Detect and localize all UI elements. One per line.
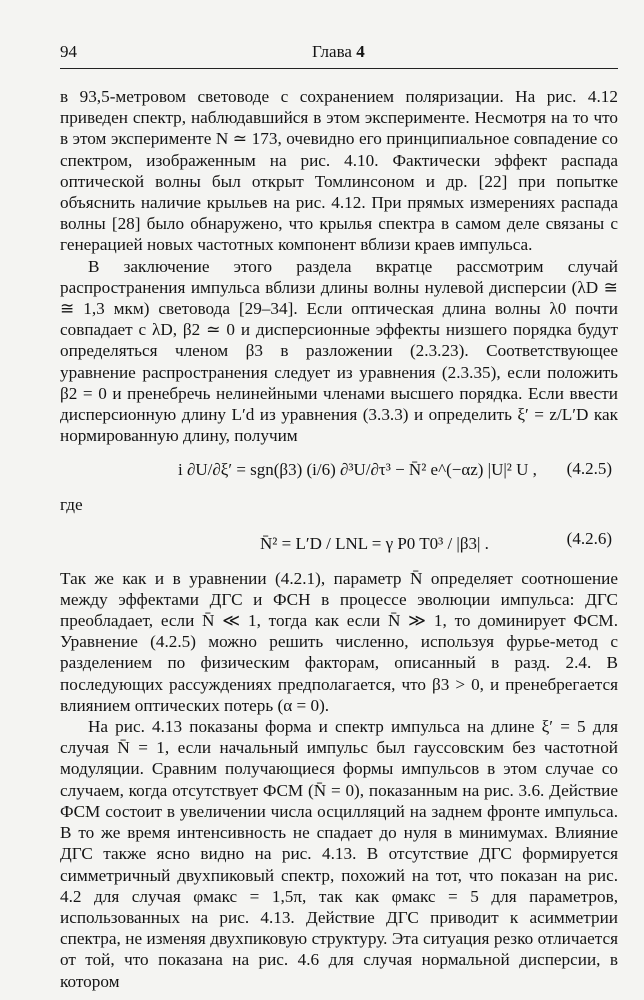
page-number: 94 (60, 42, 77, 61)
equation-4-2-5 (60, 450, 618, 492)
equation-body: i ∂U/∂ξ′ = sgn(β3) (i/6) ∂³U/∂τ³ − N̄² e^(−αz) |U|² U , (178, 460, 537, 480)
equation-label: (4.2.6) (566, 528, 612, 548)
paragraph-1: в 93,5-метровом световоде с сохранением поляризации. На рис. 4.12 приведен спектр, наблюдавшийся в этом эксперименте. Несмотря на то что в этом эксперименте N ≃ 173, очевидно его принципиальное совпадение со спектром, изображенным на рис. 4.10. Фактически эффект распада оптической волны был открыт Томлинсоном и др. [22] при попытке объяснить наличие крыльев на рис. 4.12. При прямых измерениях распада волны [28] было обнаружено, что крылья спектра в самом деле связаны с генерацией новых частотных компонент вблизи краев импульса. (60, 87, 618, 255)
paragraph-2: В заключение этого раздела вкратце рассмотрим случай распространения импульса вблизи длины волны нулевой дисперсии (λD ≅ ≅ 1,3 мкм) световода [29–34]. Если оптическая длина волны λ0 почти совпадает с λD, β2 ≃ 0 и дисперсионные эффекты низшего порядка будут определяться членом β3 в разложении (2.3.23). Соответствующее уравнение распространения следует из уравнения (2.3.35), если положить β2 = 0 и пренебречь нелинейными членами высшего порядка. Если ввести дисперсионную длину L′d из уравнения (3.3.3) и определить ξ′ = z/L′D как нормированную длину, получим (60, 256, 618, 446)
chapter-title: Глава 4 (312, 42, 365, 61)
header-rule (60, 68, 618, 69)
running-header (60, 42, 618, 64)
where-word: где (60, 495, 83, 515)
equation-body: N̄² = L′D / LNL = γ P0 T0³ / |β3| . (260, 533, 489, 553)
equation-label: (4.2.5) (566, 459, 612, 479)
paragraph-3: Так же как и в уравнении (4.2.1), параметр N̄ определяет соотношение между эффектами ДГС и ФСН в процессе эволюции импульса: ДГС преобладает, если N̄ ≪ 1, тогда как если N̄ ≫ 1, то доминирует ФСМ. Уравнение (4.2.5) можно решить численно, используя фурье-метод с разделением по физическим факторам, описанный в разд. 2.4. В последующих рассуждениях предполагается, что β3 > 0, и пренебрегается влиянием оптических потерь (α = 0). (60, 568, 618, 715)
body-text (60, 86, 618, 992)
paragraph-4: На рис. 4.13 показаны форма и спектр импульса на длине ξ′ = 5 для случая N̄ = 1, если начальный импульс был гауссовским без частотной модуляции. Сравним получающиеся формы импульсов в этом случае со случаем, когда отсутствует ФСМ (N̄ = 0), показанным на рис. 3.6. Действие ФСМ состоит в увеличении числа осцилляций на заднем фронте импульса. В то же время интенсивность не спадает до нуля в минимумах. Влияние ДГС также ясно видно на рис. 4.13. В отсутствие ДГС формируется симметричный двухпиковый спектр, похожий на тот, что показан на рис. 4.2 для случая φмакс = 1,5π, так как φмакс = 5 для параметров, использованных на рис. 4.13. Действие ДГС приводит к асимметрии спектра, не изменяя двухпиковую структуру. Эта ситуация резко отличается от той, что показана на рис. 4.6 для случая нормальной дисперсии, в котором (60, 717, 618, 991)
equation-4-2-6 (60, 520, 618, 566)
